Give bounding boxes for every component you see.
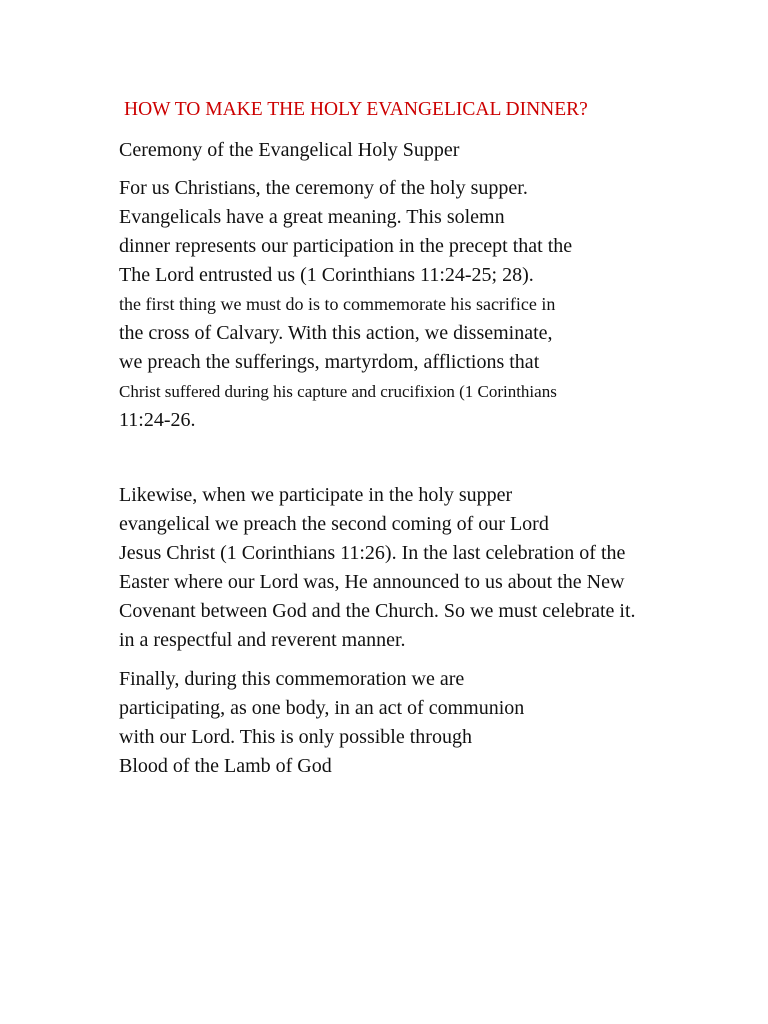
paragraph-line: Easter where our Lord was, He announced to us about the New <box>119 571 625 593</box>
paragraph-3 <box>119 665 524 781</box>
paragraph-line: Covenant between God and the Church. So we must celebrate it. <box>119 600 636 622</box>
paragraph-line: Evangelicals have a great meaning. This solemn <box>119 206 505 228</box>
paragraph-line: The Lord entrusted us (1 Corinthians 11:24-25; 28). <box>119 264 534 286</box>
paragraph-line: we preach the sufferings, martyrdom, afflictions that <box>119 351 540 373</box>
document-title: HOW TO MAKE THE HOLY EVANGELICAL DINNER? <box>124 99 588 120</box>
paragraph-line: Finally, during this commemoration we are <box>119 668 465 690</box>
paragraph-line: the first thing we must do is to commemorate his sacrifice in <box>119 294 556 314</box>
paragraph-line: Jesus Christ (1 Corinthians 11:26). In the last celebration of the <box>119 542 626 564</box>
paragraph-line: Likewise, when we participate in the holy supper <box>119 484 513 506</box>
paragraph-line: dinner represents our participation in the precept that the <box>119 235 573 257</box>
paragraph-line: evangelical we preach the second coming of our Lord <box>119 513 549 535</box>
document-subtitle: Ceremony of the Evangelical Holy Supper <box>119 139 460 161</box>
paragraph-line: with our Lord. This is only possible through <box>119 726 472 748</box>
paragraph-1 <box>119 174 572 435</box>
paragraph-2 <box>119 481 636 655</box>
paragraph-line: 11:24-26. <box>119 409 196 431</box>
paragraph-line: For us Christians, the ceremony of the holy supper. <box>119 177 528 199</box>
paragraph-line: in a respectful and reverent manner. <box>119 629 406 651</box>
paragraph-line: Blood of the Lamb of God <box>119 755 332 777</box>
paragraph-line: Christ suffered during his capture and crucifixion (1 Corinthians <box>119 382 557 401</box>
paragraph-line: participating, as one body, in an act of communion <box>119 697 525 719</box>
paragraph-line: the cross of Calvary. With this action, we disseminate, <box>119 322 553 344</box>
